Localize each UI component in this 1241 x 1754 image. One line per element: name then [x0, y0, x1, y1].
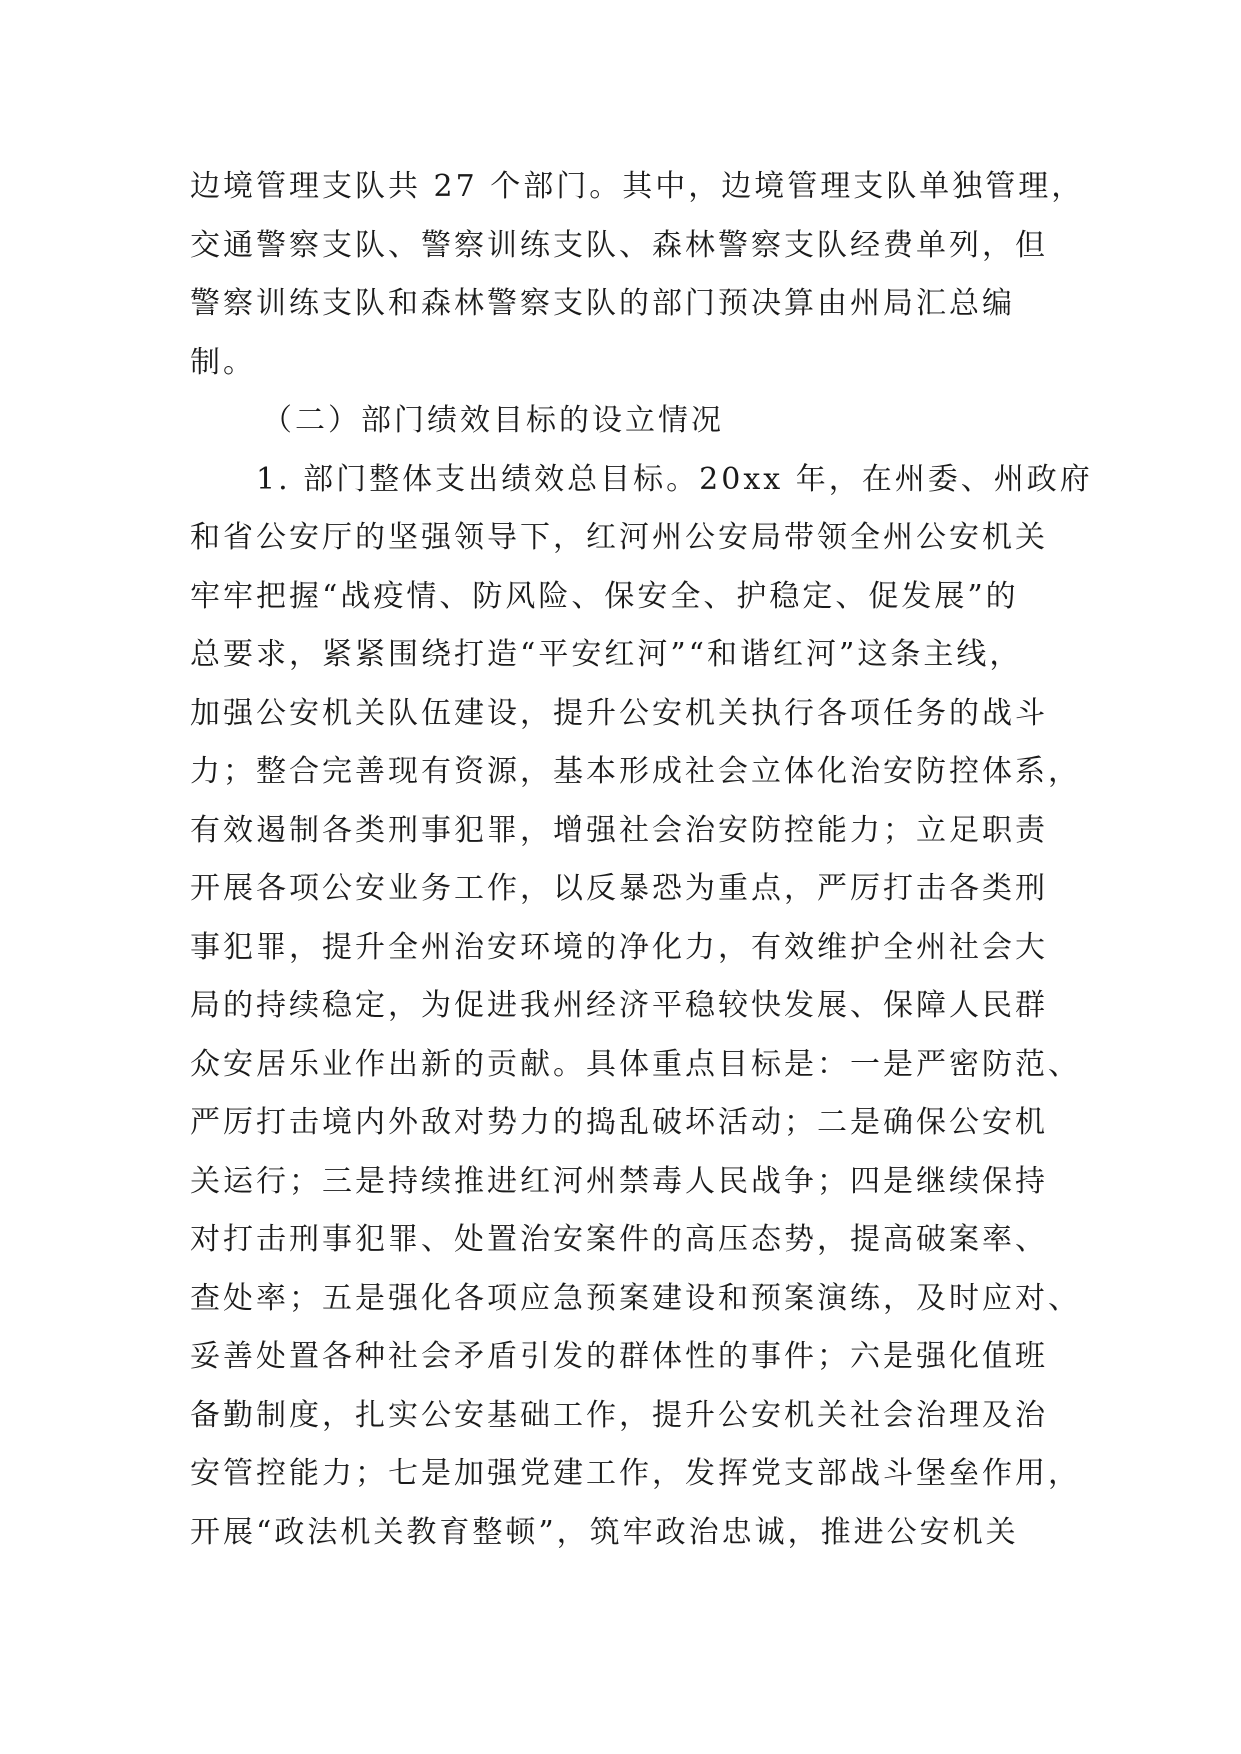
- text-line: 总要求，紧紧围绕打造“平安红河”“和谐红河”这条主线，: [190, 637, 1023, 672]
- text-line: 开展各项公安业务工作，以反暴恐为重点，严厉打击各类刑: [190, 871, 1048, 906]
- text-line: 交通警察支队、警察训练支队、森林警察支队经费单列，但: [190, 227, 1048, 263]
- section-heading: （二）部门绩效目标的设立情况: [262, 403, 724, 438]
- text-line: 有效遏制各类刑事犯罪，增强社会治安防控能力；立足职责: [190, 812, 1048, 848]
- text-line: 边境管理支队共 27 个部门。其中，边境管理支队单独管理，: [190, 169, 1085, 204]
- text-line: 事犯罪，提升全州治安环境的净化力，有效维护全州社会大: [190, 929, 1048, 965]
- text-line: 加强公安机关队伍建设，提升公安机关执行各项任务的战斗: [190, 695, 1048, 731]
- text-line: 严厉打击境内外敌对势力的捣乱破坏活动；二是确保公安机: [190, 1105, 1048, 1140]
- text-line: 局的持续稳定，为促进我州经济平稳较快发展、保障人民群: [190, 988, 1048, 1023]
- text-line: 妥善处置各种社会矛盾引发的群体性的事件；六是强化值班: [190, 1339, 1048, 1374]
- text-line: 对打击刑事犯罪、处置治安案件的高压态势，提高破案率、: [190, 1222, 1048, 1257]
- body-text: [190, 158, 1093, 1562]
- paragraph-first-line: 1. 部门整体支出绩效总目标。20xx 年，在州委、州政府: [256, 461, 1093, 497]
- text-line: 查处率；五是强化各项应急预案建设和预案演练，及时应对、: [190, 1280, 1081, 1316]
- text-line: 关运行；三是持续推进红河州禁毒人民战争；四是继续保持: [190, 1163, 1048, 1199]
- text-line: 力；整合完善现有资源，基本形成社会立体化治安防控体系，: [190, 754, 1081, 789]
- text-line: 安管控能力；七是加强党建工作，发挥党支部战斗堡垒作用，: [190, 1456, 1081, 1491]
- text-line: 制。: [190, 344, 256, 380]
- text-line: 众安居乐业作出新的贡献。具体重点目标是：一是严密防范、: [190, 1046, 1081, 1082]
- text-line: 开展“政法机关教育整顿”，筑牢政治忠诚，推进公安机关: [190, 1514, 1019, 1550]
- text-line: 和省公安厅的坚强领导下，红河州公安局带领全州公安机关: [190, 520, 1048, 555]
- text-line: 警察训练支队和森林警察支队的部门预决算由州局汇总编: [190, 286, 1015, 321]
- text-line: 备勤制度，扎实公安基础工作，提升公安机关社会治理及治: [190, 1397, 1048, 1433]
- text-line: 牢牢把握“战疫情、防风险、保安全、护稳定、促发展”的: [190, 578, 1019, 614]
